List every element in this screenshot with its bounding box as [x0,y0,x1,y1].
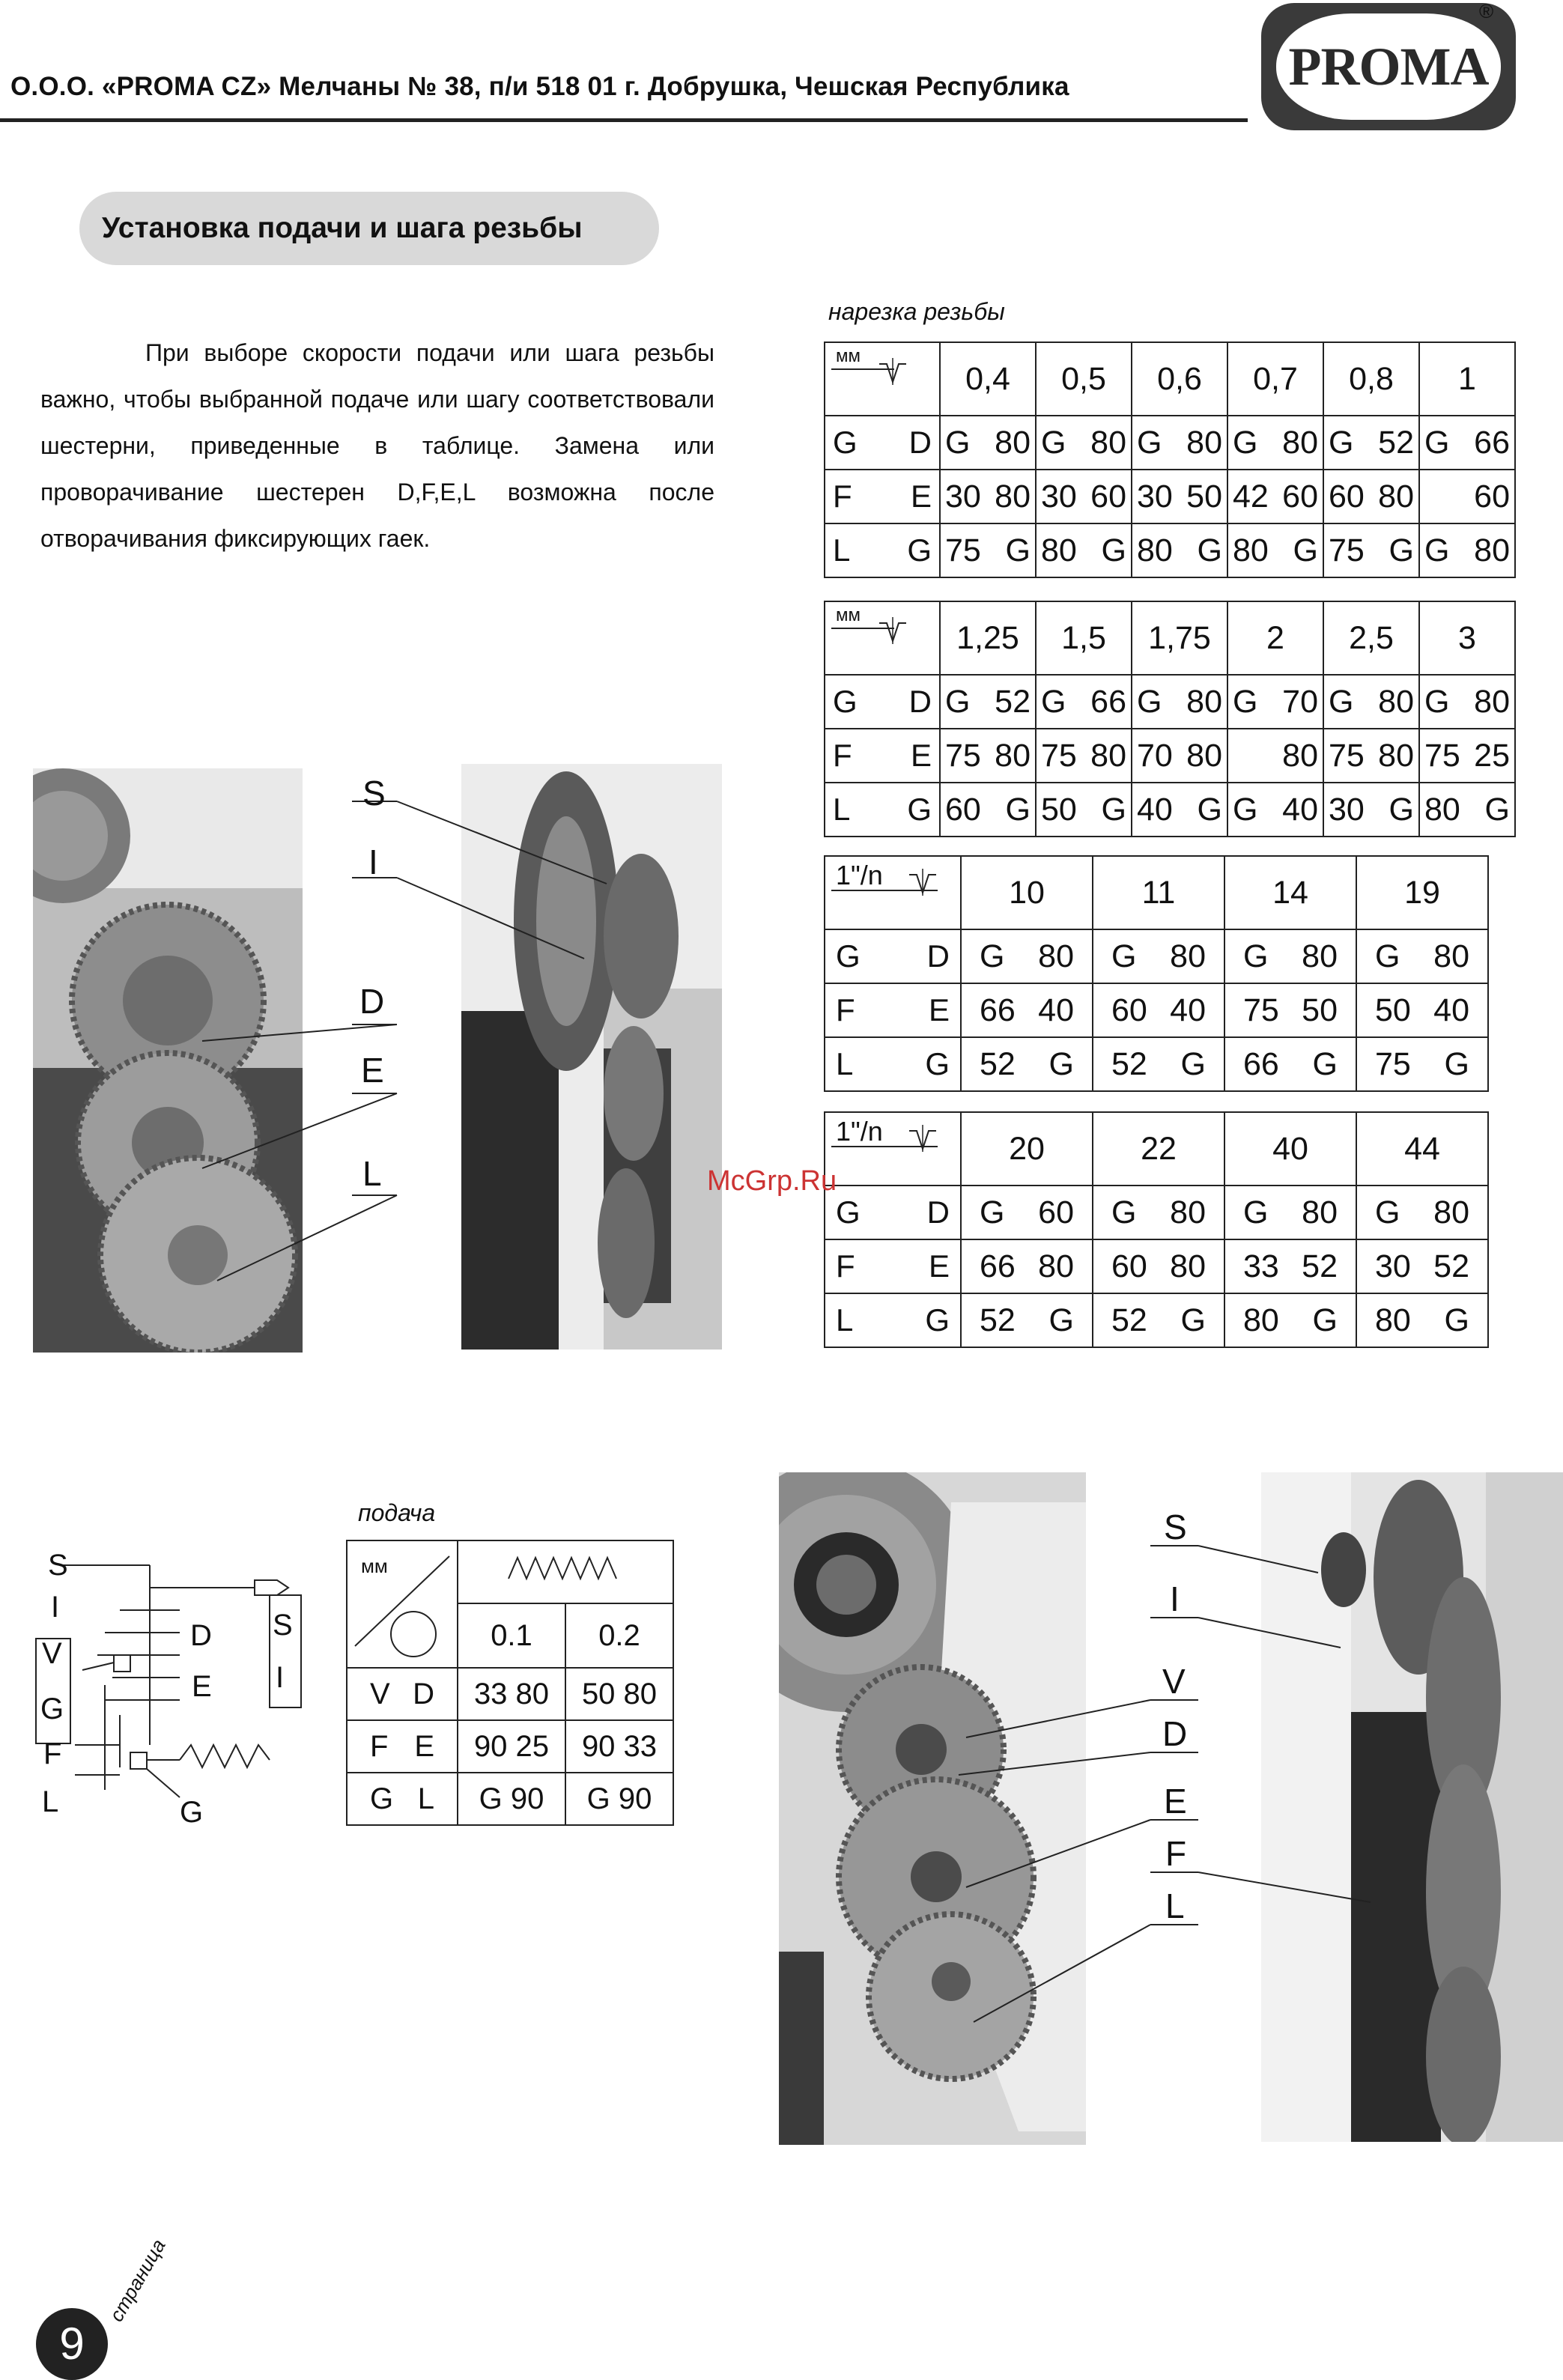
inch1-pitch-0: 10 [961,856,1093,929]
inch1-unit-label: 1"/n [836,860,883,890]
feed-mm-label: мм [361,1555,388,1577]
photo2-label-s: S [1164,1508,1187,1546]
metric2-cell: G 80 [1419,675,1515,729]
inch2-cell: 33 52 [1224,1239,1356,1293]
inch1-row-label-0: G D [825,929,961,983]
metric1-cell: 75 G [1323,523,1419,577]
metric1-cell: 30 50 [1132,470,1227,523]
intro-text: При выборе скорости подачи или шага резьбы важно, чтобы выбранной подаче или шагу соответствовали шестерни, приведенные в таблице. Замена или проворачивание шестерен D,F,E,L возможна после отворачивания фиксирующих гаек. [40,339,714,552]
inch2-unit-label: 1"/n [836,1116,883,1147]
metric1-cell: G 80 [1036,416,1132,470]
inch2-cell: G 60 [961,1186,1093,1239]
metric2-cell: 60 G [940,783,1036,837]
inch2-row-label-2: L G [825,1293,961,1347]
inch1-pitch-2: 14 [1224,856,1356,929]
metric2-cell: 40 G [1132,783,1227,837]
metric2-row-label-0: G D [825,675,940,729]
inch2-cell: 80 G [1224,1293,1356,1347]
inch1-cell: 75 G [1356,1037,1488,1091]
inch1-cell: G 80 [1224,929,1356,983]
photo2-label-i: I [1170,1579,1180,1618]
metric2-pitch-4: 2,5 [1323,601,1419,675]
metric1-cell: G 80 [1132,416,1227,470]
feed-table-caption: подача [358,1499,436,1526]
metric1-unit-label: мм [836,346,861,366]
page-word: страница [105,2235,170,2325]
inch1-row-label-2: L G [825,1037,961,1091]
inch1-cell: G 80 [1356,929,1488,983]
inch1-cell: 52 G [1093,1037,1224,1091]
feed-row-label-fe: F E [347,1720,458,1773]
metric1-cell: G 80 [1227,416,1323,470]
metric1-cell: 60 [1419,470,1515,523]
metric2-cell: G 66 [1036,675,1132,729]
photo2-label-f: F [1165,1834,1187,1873]
feed-cell: 90 33 [565,1720,673,1773]
metric2-pitch-1: 1,5 [1036,601,1132,675]
photo1-label-s: S [362,774,386,813]
section-title: Установка подачи и шага резьбы [79,192,659,265]
metric2-pitch-0: 1,25 [940,601,1036,675]
metric1-cell: 80 G [1036,523,1132,577]
inch2-row-label-0: G D [825,1186,961,1239]
schem-box-label-s: S [273,1609,293,1642]
metric2-row-label-2: L G [825,783,940,837]
inch2-cell: 52 G [961,1293,1093,1347]
feed-cell: 50 80 [565,1668,673,1720]
inch2-row-label-1: F E [825,1239,961,1293]
metric1-cell: 80 G [1227,523,1323,577]
metric1-cell: 80 G [1132,523,1227,577]
metric2-cell: G 40 [1227,783,1323,837]
metric1-cell: 30 80 [940,470,1036,523]
metric2-cell: 50 G [1036,783,1132,837]
metric1-row-label-0: G D [825,416,940,470]
metric2-unit-label: мм [836,605,861,625]
metric1-cell: 30 60 [1036,470,1132,523]
inch2-pitch-1: 22 [1093,1112,1224,1186]
schem-label-f: F [43,1737,62,1770]
metric1-cell: G 80 [940,416,1036,470]
schem-label-l: L [42,1785,59,1818]
schem-label-i: I [51,1591,60,1624]
metric1-pitch-1: 0,5 [1036,342,1132,416]
metric2-cell: 75 80 [1323,729,1419,783]
inch2-cell: G 80 [1356,1186,1488,1239]
metric1-cell: 60 80 [1323,470,1419,523]
inch1-cell: 66 G [1224,1037,1356,1091]
metric1-cell: 42 60 [1227,470,1323,523]
header-address: О.О.О. «PROMA CZ» Мелчаны № 38, п/и 518 01 г. Добрушка, Чешская Республика [10,72,1069,101]
inch2-pitch-0: 20 [961,1112,1093,1186]
schem-label-d: D [190,1619,212,1652]
metric2-cell: G 80 [1323,675,1419,729]
inch2-pitch-3: 44 [1356,1112,1488,1186]
metric1-pitch-0: 0,4 [940,342,1036,416]
inch2-cell: 80 G [1356,1293,1488,1347]
schem-box-label-i: I [276,1661,285,1694]
inch1-row-label-1: F E [825,983,961,1037]
photo1-label-d: D [359,982,385,1021]
metric1-cell: 75 G [940,523,1036,577]
metric1-pitch-5: 1 [1419,342,1515,416]
photo1-label-l: L [362,1154,382,1193]
registered-mark: ® [1479,0,1494,22]
metric1-row-label-2: L G [825,523,940,577]
schem-label-g-right: G [180,1796,204,1829]
schem-label-e: E [192,1670,212,1703]
inch2-cell: 60 80 [1093,1239,1224,1293]
feed-cell: G 90 [458,1773,565,1825]
watermark: McGrp.Ru [707,1165,837,1197]
inch2-cell: G 80 [1224,1186,1356,1239]
inch1-cell: G 80 [961,929,1093,983]
thread-table-caption: нарезка резьбы [828,298,1005,325]
photo2-label-d: D [1162,1714,1188,1753]
feed-value-1: 0.2 [565,1603,673,1668]
metric2-cell: 30 G [1323,783,1419,837]
metric1-cell: G 66 [1419,416,1515,470]
inch1-cell: 75 50 [1224,983,1356,1037]
feed-cell: 90 25 [458,1720,565,1773]
metric2-row-label-1: F E [825,729,940,783]
inch2-cell: 30 52 [1356,1239,1488,1293]
metric2-pitch-2: 1,75 [1132,601,1227,675]
feed-value-0: 0.1 [458,1603,565,1668]
metric2-cell: G 52 [940,675,1036,729]
feed-cell: G 90 [565,1773,673,1825]
inch1-cell: 52 G [961,1037,1093,1091]
metric2-pitch-3: 2 [1227,601,1323,675]
photo1-label-i: I [368,843,378,881]
inch2-cell: 52 G [1093,1293,1224,1347]
metric2-cell: 80 [1227,729,1323,783]
feed-row-label-gl: G L [347,1773,458,1825]
schem-label-g-left: G [40,1693,64,1725]
schem-label-v: V [42,1637,62,1670]
metric1-row-label-1: F E [825,470,940,523]
photo2-label-l: L [1165,1886,1185,1925]
feed-row-label-vd: V D [347,1668,458,1720]
metric1-cell: G 80 [1419,523,1515,577]
logo-text: PROMA [1276,13,1501,120]
metric1-cell: G 52 [1323,416,1419,470]
inch2-pitch-2: 40 [1224,1112,1356,1186]
metric2-cell: G 80 [1132,675,1227,729]
metric2-cell: 75 80 [1036,729,1132,783]
metric1-pitch-2: 0,6 [1132,342,1227,416]
metric2-cell: 70 80 [1132,729,1227,783]
photo2-label-e: E [1164,1782,1187,1821]
inch1-cell: 50 40 [1356,983,1488,1037]
metric1-pitch-4: 0,8 [1323,342,1419,416]
metric2-cell: 75 25 [1419,729,1515,783]
schem-label-s: S [48,1549,68,1582]
inch2-cell: 66 80 [961,1239,1093,1293]
feed-cell: 33 80 [458,1668,565,1720]
metric2-cell: 80 G [1419,783,1515,837]
inch1-cell: 60 40 [1093,983,1224,1037]
metric1-pitch-3: 0,7 [1227,342,1323,416]
photo1-label-e: E [361,1051,384,1090]
inch1-cell: G 80 [1093,929,1224,983]
page-number: 9 [36,2308,108,2380]
inch1-pitch-3: 19 [1356,856,1488,929]
metric2-cell: 75 80 [940,729,1036,783]
photo2-label-v: V [1162,1662,1186,1701]
inch1-cell: 66 40 [961,983,1093,1037]
metric2-cell: G 70 [1227,675,1323,729]
inch1-pitch-1: 11 [1093,856,1224,929]
inch2-cell: G 80 [1093,1186,1224,1239]
metric2-pitch-5: 3 [1419,601,1515,675]
